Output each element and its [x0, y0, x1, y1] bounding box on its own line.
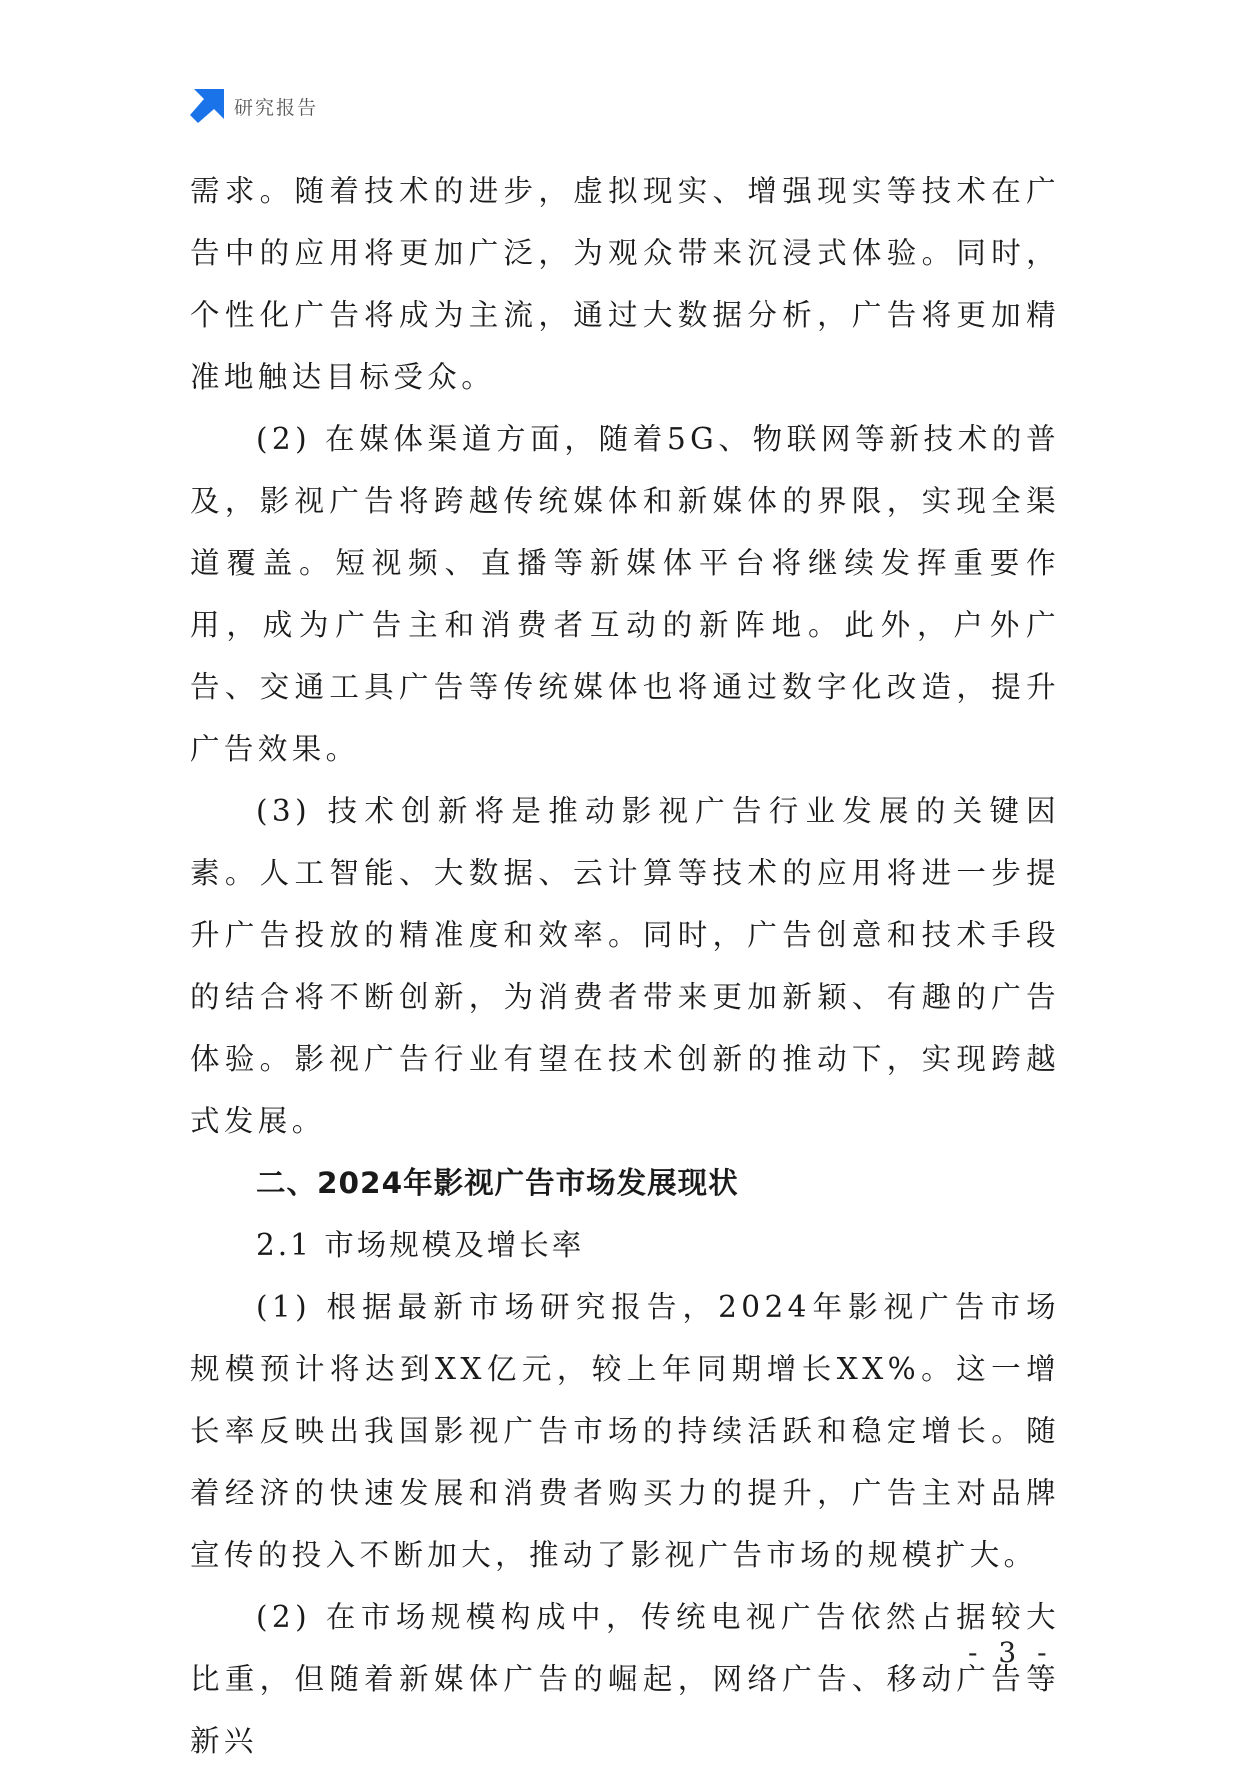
page-header [190, 88, 318, 124]
paragraph-market-size: (1) 根据最新市场研究报告，2024年影视广告市场规模预计将达到XX亿元，较上年同期增长XX%。这一增长率反映出我国影视广告市场的持续活跃和稳定增长。随着经济的快速发展和消费者购买力的提升，广告主对品牌宣传的投入不断加大，推动了影视广告市场的规模扩大。 [190, 1290, 1060, 1572]
paragraph-market-composition: (2) 在市场规模构成中，传统电视广告依然占据较大比重，但随着新媒体广告的崛起，网络广告、移动广告等新兴 [190, 1600, 1060, 1758]
section-heading: 二、2024年影视广告市场发展现状 [256, 1166, 739, 1200]
paragraph-continued: 需求。随着技术的进步，虚拟现实、增强现实等技术在广告中的应用将更加广泛，为观众带来沉浸式体验。同时，个性化广告将成为主流，通过大数据分析，广告将更加精准地触达目标受众。 [190, 174, 1060, 394]
page-number: - 3 - [968, 1636, 1053, 1669]
arrow-up-right-icon [190, 89, 224, 123]
document-body [190, 160, 1060, 1772]
paragraph-media-channels: (2) 在媒体渠道方面，随着5G、物联网等新技术的普及，影视广告将跨越传统媒体和新媒体的界限，实现全渠道覆盖。短视频、直播等新媒体平台将继续发挥重要作用，成为广告主和消费者互动的新阵地。此外，户外广告、交通工具广告等传统媒体也将通过数字化改造，提升广告效果。 [190, 422, 1060, 766]
subsection-heading: 2.1 市场规模及增长率 [256, 1228, 585, 1262]
header-title: 研究报告 [234, 96, 319, 119]
paragraph-tech-innovation: (3) 技术创新将是推动影视广告行业发展的关键因素。人工智能、大数据、云计算等技术的应用将进一步提升广告投放的精准度和效率。同时，广告创意和技术手段的结合将不断创新，为消费者带来更加新颖、有趣的广告体验。影视广告行业有望在技术创新的推动下，实现跨越式发展。 [190, 794, 1060, 1138]
